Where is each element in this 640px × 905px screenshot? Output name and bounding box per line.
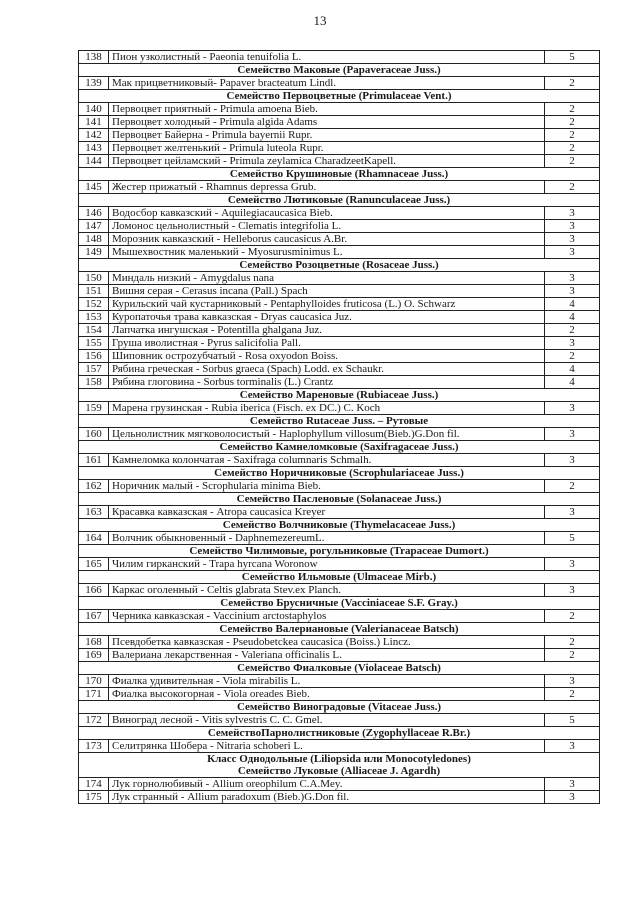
row-number: 144 (79, 155, 109, 168)
species-name: Первоцвет цейламский - Primula zeylamica CharadzeetKapell. (109, 155, 545, 168)
table-row (79, 285, 600, 298)
table-row (79, 688, 600, 701)
row-number: 168 (79, 636, 109, 649)
status-category: 5 (545, 51, 600, 64)
family-heading: СемействоПарнолистниковые (Zygophyllaceae R.Br.) (79, 727, 600, 740)
table-row (79, 142, 600, 155)
status-category: 2 (545, 688, 600, 701)
row-number: 140 (79, 103, 109, 116)
row-number: 143 (79, 142, 109, 155)
table-row (79, 740, 600, 753)
family-header-row (79, 64, 600, 77)
table-row (79, 610, 600, 623)
row-number: 160 (79, 428, 109, 441)
species-name: Курильский чай кустарниковый - Pentaphylloides fruticosa (L.) O. Schwarz (109, 298, 545, 311)
status-category: 3 (545, 233, 600, 246)
species-name: Фиалка высокогорная - Viola oreades Bieb. (109, 688, 545, 701)
family-heading: Семейство Первоцветные (Primulaceae Vent.) (79, 90, 600, 103)
row-number: 142 (79, 129, 109, 142)
family-heading: Семейство Волчниковые (Thymelacaceae Juss.) (79, 519, 600, 532)
species-name: Ломонос цельнолистный - Clematis integrifolia L. (109, 220, 545, 233)
table-row (79, 480, 600, 493)
status-category: 3 (545, 675, 600, 688)
family-header-row (79, 701, 600, 714)
family-heading: Семейство Пасленовые (Solanaceae Juss.) (79, 493, 600, 506)
species-name: Пион узколистный - Paeonia tenuifolia L. (109, 51, 545, 64)
status-category: 2 (545, 181, 600, 194)
row-number: 157 (79, 363, 109, 376)
family-heading: Семейство Фиалковые (Violaceae Batsch) (79, 662, 600, 675)
row-number: 154 (79, 324, 109, 337)
status-category: 2 (545, 155, 600, 168)
species-name: Селитрянка Шобера - Nitraria schoberi L. (109, 740, 545, 753)
status-category: 3 (545, 337, 600, 350)
species-name: Миндаль низкий - Amygdalus nana (109, 272, 545, 285)
family-heading: Семейство Лютиковые (Ranunculaceae Juss.) (79, 194, 600, 207)
table-row (79, 649, 600, 662)
species-name: Марена грузинская - Rubia iberica (Fisch. ex DC.) C. Koch (109, 402, 545, 415)
species-name: Мышехвостник маленький - Myosurusminimus L. (109, 246, 545, 259)
row-number: 169 (79, 649, 109, 662)
family-header-row (79, 662, 600, 675)
species-name: Шиповник остроzубчатый - Rosa oxyodon Boiss. (109, 350, 545, 363)
table-row (79, 363, 600, 376)
status-category: 3 (545, 740, 600, 753)
status-category: 3 (545, 272, 600, 285)
table-row (79, 51, 600, 64)
row-number: 166 (79, 584, 109, 597)
status-category: 2 (545, 77, 600, 90)
table-row (79, 791, 600, 804)
status-category: 3 (545, 207, 600, 220)
row-number: 156 (79, 350, 109, 363)
table-row (79, 298, 600, 311)
table-row (79, 714, 600, 727)
family-heading: Семейство Маковые (Papaveraceae Juss.) (79, 64, 600, 77)
table-row (79, 454, 600, 467)
table-row (79, 337, 600, 350)
species-name: Каркас оголенный - Celtis glabrata Stev.ex Planch. (109, 584, 545, 597)
status-category: 2 (545, 636, 600, 649)
row-number: 138 (79, 51, 109, 64)
row-number: 173 (79, 740, 109, 753)
row-number: 161 (79, 454, 109, 467)
table-row (79, 350, 600, 363)
status-category: 2 (545, 116, 600, 129)
family-header-row (79, 389, 600, 402)
table-row (79, 428, 600, 441)
status-category: 4 (545, 376, 600, 389)
family-heading: Семейство Ильмовые (Ulmaceae Mirb.) (79, 571, 600, 584)
row-number: 170 (79, 675, 109, 688)
row-number: 171 (79, 688, 109, 701)
table-row (79, 181, 600, 194)
row-number: 149 (79, 246, 109, 259)
species-name: Цельнолистник мягковолосистый - Haplophyllum villosum(Bieb.)G.Don fil. (109, 428, 545, 441)
status-category: 3 (545, 791, 600, 804)
species-name: Лук горнолюбивый - Allium oreophilum C.A.Mey. (109, 778, 545, 791)
species-name: Псевдобетка кавказская - Pseudobetckea caucasica (Boiss.) Lincz. (109, 636, 545, 649)
status-category: 2 (545, 610, 600, 623)
row-number: 164 (79, 532, 109, 545)
row-number: 152 (79, 298, 109, 311)
family-header-row (79, 493, 600, 506)
status-category: 3 (545, 454, 600, 467)
status-category: 2 (545, 649, 600, 662)
family-heading: Семейство Валериановые (Valerianaceae Batsch) (79, 623, 600, 636)
family-header-row (79, 194, 600, 207)
class-header-row (79, 753, 600, 778)
species-name: Чилим гирканский - Trapa hyrcana Woronow (109, 558, 545, 571)
species-name: Черника кавказская - Vaccinium arctostaphylos (109, 610, 545, 623)
table-row (79, 103, 600, 116)
family-header-row (79, 519, 600, 532)
table-row (79, 77, 600, 90)
status-category: 5 (545, 532, 600, 545)
family-header-row (79, 467, 600, 480)
table-row (79, 532, 600, 545)
row-number: 162 (79, 480, 109, 493)
status-category: 2 (545, 142, 600, 155)
family-title: Семейство Луковые (Alliaceae J. Agardh) (237, 765, 441, 777)
family-heading: Семейство Мареновые (Rubiaceae Juss.) (79, 389, 600, 402)
species-name: Водосбор кавказский - Aquilegiacaucasica Bieb. (109, 207, 545, 220)
species-name: Валериана лекарственная - Valeriana officinalis L. (109, 649, 545, 662)
status-category: 2 (545, 480, 600, 493)
table-row (79, 584, 600, 597)
row-number: 146 (79, 207, 109, 220)
family-header-row (79, 597, 600, 610)
status-category: 3 (545, 584, 600, 597)
table-row (79, 116, 600, 129)
species-name: Красавка кавказская - Atropa caucasica Kreyer (109, 506, 545, 519)
row-number: 159 (79, 402, 109, 415)
species-name: Куропаточья трава кавказская - Dryas caucasica Juz. (109, 311, 545, 324)
family-header-row (79, 168, 600, 181)
family-heading: Семейство Rutaceae Juss. – Рутовые (79, 415, 600, 428)
family-heading: Семейство Чилимовые, рогульниковые (Trapaceae Dumort.) (79, 545, 600, 558)
table-row (79, 675, 600, 688)
species-name: Вишня серая - Cerasus incana (Pall.) Spach (109, 285, 545, 298)
row-number: 165 (79, 558, 109, 571)
species-name: Лапчатка ингушская - Potentilla ghalgana Juz. (109, 324, 545, 337)
table-row (79, 778, 600, 791)
row-number: 148 (79, 233, 109, 246)
status-category: 3 (545, 220, 600, 233)
family-header-row (79, 415, 600, 428)
status-category: 5 (545, 714, 600, 727)
table-row (79, 506, 600, 519)
species-name: Груша иволистная - Pyrus salicifolia Pall. (109, 337, 545, 350)
species-name: Фиалка удивительная - Viola mirabilis L. (109, 675, 545, 688)
table-row (79, 402, 600, 415)
row-number: 150 (79, 272, 109, 285)
row-number: 163 (79, 506, 109, 519)
row-number: 174 (79, 778, 109, 791)
row-number: 167 (79, 610, 109, 623)
page-number: 13 (313, 13, 327, 28)
species-name: Жестер прижатый - Rhamnus depressa Grub. (109, 181, 545, 194)
table-row (79, 324, 600, 337)
row-number: 145 (79, 181, 109, 194)
status-category: 3 (545, 428, 600, 441)
family-heading: Семейство Крушиновые (Rhamnaceae Juss.) (79, 168, 600, 181)
family-header-row (79, 90, 600, 103)
table-row (79, 311, 600, 324)
family-header-row (79, 727, 600, 740)
family-header-row (79, 623, 600, 636)
family-heading: Семейство Брусничные (Vacciniaceae S.F. Gray.) (79, 597, 600, 610)
species-name: Волчник обыкновенный - DaphnemezereumL. (109, 532, 545, 545)
status-category: 3 (545, 246, 600, 259)
table-row (79, 129, 600, 142)
family-heading: Семейство Камнеломковые (Saxifragaceae Juss.) (79, 441, 600, 454)
table-row (79, 246, 600, 259)
status-category: 4 (545, 363, 600, 376)
species-name: Камнеломка колончатая - Saxifraga columnaris Schmalh. (109, 454, 545, 467)
status-category: 2 (545, 129, 600, 142)
family-heading: Семейство Норичниковые (Scrophulariaceae Juss.) (79, 467, 600, 480)
class-heading (79, 753, 600, 778)
species-name: Мак прицветниковый- Papaver bracteatum Lindl. (109, 77, 545, 90)
species-name: Первоцвет Байерна - Primula bayernii Rupr. (109, 129, 545, 142)
family-header-row (79, 571, 600, 584)
table-row (79, 636, 600, 649)
species-name: Первоцвет холодный - Primula algida Adams (109, 116, 545, 129)
species-name: Норичник малый - Scrophularia minima Bieb. (109, 480, 545, 493)
status-category: 3 (545, 506, 600, 519)
row-number: 153 (79, 311, 109, 324)
species-name: Рябина греческая - Sorbus graeca (Spach) Lodd. ex Schaukr. (109, 363, 545, 376)
status-category: 3 (545, 778, 600, 791)
row-number: 158 (79, 376, 109, 389)
status-category: 4 (545, 298, 600, 311)
table-row (79, 220, 600, 233)
status-category: 2 (545, 350, 600, 363)
table-row (79, 558, 600, 571)
row-number: 141 (79, 116, 109, 129)
status-category: 3 (545, 402, 600, 415)
family-header-row (79, 441, 600, 454)
status-category: 3 (545, 558, 600, 571)
row-number: 151 (79, 285, 109, 298)
table-row (79, 207, 600, 220)
status-category: 3 (545, 285, 600, 298)
row-number: 175 (79, 791, 109, 804)
species-name: Лук странный - Allium paradoxum (Bieb.)G.Don fil. (109, 791, 545, 804)
family-header-row (79, 259, 600, 272)
row-number: 139 (79, 77, 109, 90)
row-number: 172 (79, 714, 109, 727)
row-number: 155 (79, 337, 109, 350)
status-category: 2 (545, 103, 600, 116)
species-name: Рябина глоговина - Sorbus torminalis (L.) Crantz (109, 376, 545, 389)
class-title: Класс Однодольные (Liliopsida или Monocotyledones) (207, 753, 471, 765)
species-name: Первоцвет приятный - Primula amoena Bieb. (109, 103, 545, 116)
table-row (79, 272, 600, 285)
species-table (78, 50, 600, 804)
table-row (79, 376, 600, 389)
status-category: 2 (545, 324, 600, 337)
table-row (79, 155, 600, 168)
species-name: Морозник кавказский - Helleborus caucasicus A.Br. (109, 233, 545, 246)
family-heading: Семейство Виноградовые (Vitaceae Juss.) (79, 701, 600, 714)
family-heading: Семейство Розоцветные (Rosaceae Juss.) (79, 259, 600, 272)
status-category: 4 (545, 311, 600, 324)
row-number: 147 (79, 220, 109, 233)
species-name: Первоцвет желтенький - Primula luteola Rupr. (109, 142, 545, 155)
species-name: Виноград лесной - Vitis sylvestris C. C. Gmel. (109, 714, 545, 727)
family-header-row (79, 545, 600, 558)
table-row (79, 233, 600, 246)
